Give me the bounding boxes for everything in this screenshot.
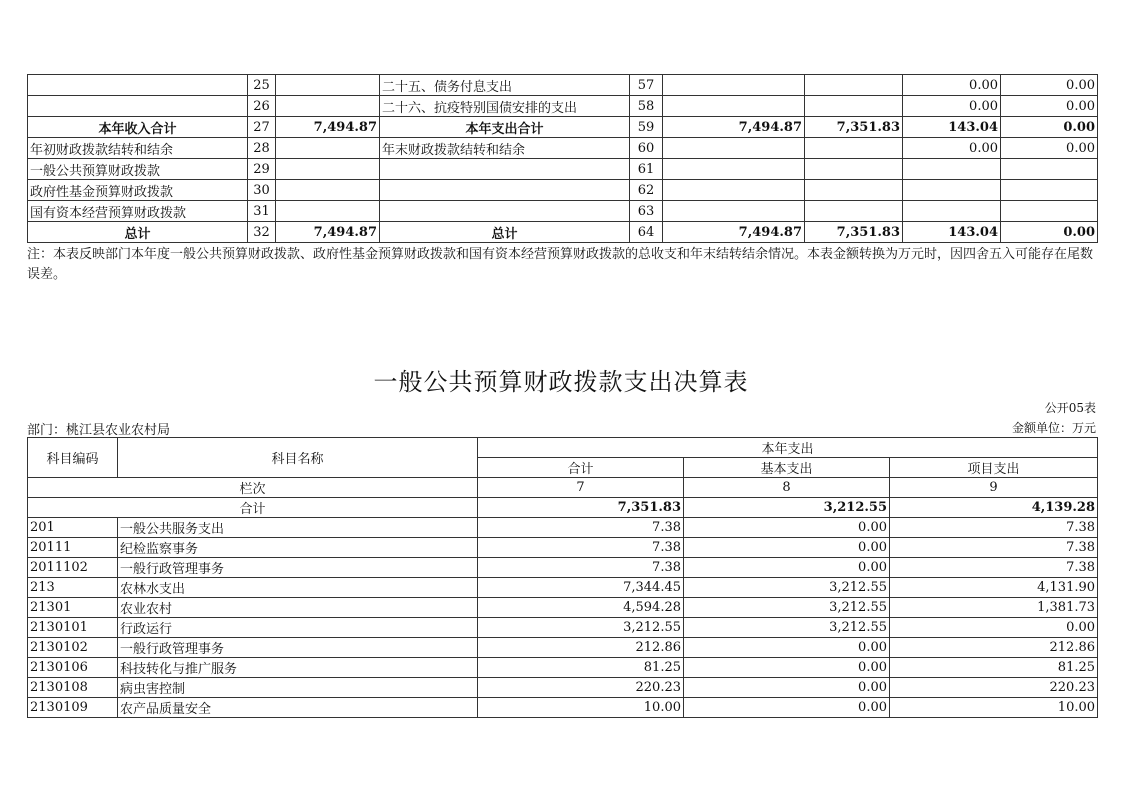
amount-total: 3,212.55 — [478, 618, 684, 638]
sum-label: 合计 — [28, 498, 478, 518]
table-note: 注：本表反映部门本年度一般公共预算财政拨款、政府性基金预算财政拨款和国有资本经营预算财政拨款的总收支和年末结转结余情况。本表金额转换为万元时，因四舍五入可能存在尾数误差。 — [27, 247, 1094, 282]
expense-total — [663, 201, 805, 222]
table-row — [28, 75, 1098, 96]
sum-row — [28, 498, 1098, 518]
expense-row-number: 59 — [630, 117, 663, 138]
expense-basic — [805, 75, 903, 96]
expense-item: 年末财政拨款结转和结余 — [380, 138, 630, 159]
income-amount — [276, 180, 380, 201]
income-amount — [276, 159, 380, 180]
table-row — [28, 201, 1098, 222]
amount-total: 7.38 — [478, 558, 684, 578]
income-item — [28, 96, 248, 117]
income-row-number: 25 — [248, 75, 276, 96]
table-row — [28, 117, 1098, 138]
expense-project: 143.04 — [903, 117, 1001, 138]
income-amount — [276, 138, 380, 159]
expense-total: 7,494.87 — [663, 222, 805, 243]
expense-other — [1001, 159, 1098, 180]
amount-basic: 3,212.55 — [684, 598, 890, 618]
amount-basic: 0.00 — [684, 678, 890, 698]
income-row-number: 28 — [248, 138, 276, 159]
header-name: 科目名称 — [118, 438, 478, 478]
expense-item — [380, 180, 630, 201]
expense-item: 二十五、债务付息支出 — [380, 75, 630, 96]
amount-basic: 0.00 — [684, 638, 890, 658]
amount-project: 212.86 — [890, 638, 1098, 658]
table-row — [28, 138, 1098, 159]
subject-name: 科技转化与推广服务 — [118, 658, 478, 678]
expense-row-number: 62 — [630, 180, 663, 201]
amount-basic: 0.00 — [684, 658, 890, 678]
expense-project — [903, 159, 1001, 180]
table-row — [28, 638, 1098, 658]
table-row — [28, 698, 1098, 718]
amount-project: 1,381.73 — [890, 598, 1098, 618]
expense-row-number: 61 — [630, 159, 663, 180]
table-row — [28, 159, 1098, 180]
table-row — [28, 558, 1098, 578]
header-basic: 基本支出 — [684, 458, 890, 478]
subject-name: 农产品质量安全 — [118, 698, 478, 718]
subject-code: 20111 — [28, 538, 118, 558]
income-item: 政府性基金预算财政拨款 — [28, 180, 248, 201]
expense-basic: 7,351.83 — [805, 117, 903, 138]
table-row — [28, 180, 1098, 201]
expense-row-number: 63 — [630, 201, 663, 222]
expense-basic: 7,351.83 — [805, 222, 903, 243]
expense-total — [663, 96, 805, 117]
header-current-year: 本年支出 — [478, 438, 1098, 458]
expense-other: 0.00 — [1001, 75, 1098, 96]
table-row — [28, 96, 1098, 117]
income-row-number: 27 — [248, 117, 276, 138]
expense-other — [1001, 180, 1098, 201]
amount-basic: 0.00 — [684, 518, 890, 538]
expense-total — [663, 180, 805, 201]
table-row — [28, 658, 1098, 678]
department-label: 部门：桃江县农业农村局 — [27, 423, 171, 438]
subject-code: 2130101 — [28, 618, 118, 638]
expense-total — [663, 159, 805, 180]
income-amount — [276, 201, 380, 222]
table-row — [28, 598, 1098, 618]
subject-code: 2011102 — [28, 558, 118, 578]
column-number-label: 栏次 — [28, 478, 478, 498]
income-item: 本年收入合计 — [28, 117, 248, 138]
income-item: 总计 — [28, 222, 248, 243]
expense-row-number: 60 — [630, 138, 663, 159]
subject-code: 2130106 — [28, 658, 118, 678]
subject-code: 2130109 — [28, 698, 118, 718]
subject-name: 一般行政管理事务 — [118, 558, 478, 578]
expense-row-number: 57 — [630, 75, 663, 96]
expense-other: 0.00 — [1001, 138, 1098, 159]
expense-project: 0.00 — [903, 138, 1001, 159]
expense-basic — [805, 159, 903, 180]
subject-name: 一般公共服务支出 — [118, 518, 478, 538]
subject-name: 病虫害控制 — [118, 678, 478, 698]
amount-basic: 0.00 — [684, 538, 890, 558]
expense-total: 7,494.87 — [663, 117, 805, 138]
income-row-number: 29 — [248, 159, 276, 180]
income-amount: 7,494.87 — [276, 117, 380, 138]
income-expenditure-table-body — [28, 75, 1098, 243]
amount-basic: 3,212.55 — [684, 618, 890, 638]
amount-project: 81.25 — [890, 658, 1098, 678]
amount-total: 7,344.45 — [478, 578, 684, 598]
income-item — [28, 75, 248, 96]
expense-item — [380, 159, 630, 180]
column-number-row — [28, 478, 1098, 498]
income-row-number: 26 — [248, 96, 276, 117]
amount-basic: 0.00 — [684, 698, 890, 718]
expense-project — [903, 201, 1001, 222]
income-row-number: 30 — [248, 180, 276, 201]
table-row — [28, 678, 1098, 698]
subject-code: 213 — [28, 578, 118, 598]
subject-name: 纪检监察事务 — [118, 538, 478, 558]
page-title: 一般公共预算财政拨款支出决算表 — [373, 368, 749, 396]
amount-project: 10.00 — [890, 698, 1098, 718]
amount-project: 220.23 — [890, 678, 1098, 698]
table-row — [28, 222, 1098, 243]
expense-project: 0.00 — [903, 75, 1001, 96]
expense-total — [663, 138, 805, 159]
table-row — [28, 618, 1098, 638]
income-expenditure-table — [27, 74, 1098, 243]
expense-row-number: 64 — [630, 222, 663, 243]
amount-total: 220.23 — [478, 678, 684, 698]
column-number-total: 7 — [478, 478, 684, 498]
expense-basic — [805, 201, 903, 222]
expense-basic — [805, 96, 903, 117]
column-number-basic: 8 — [684, 478, 890, 498]
amount-project: 4,131.90 — [890, 578, 1098, 598]
expense-project — [903, 180, 1001, 201]
subject-name: 农林水支出 — [118, 578, 478, 598]
expense-other: 0.00 — [1001, 96, 1098, 117]
income-amount: 7,494.87 — [276, 222, 380, 243]
income-row-number: 31 — [248, 201, 276, 222]
amount-total: 7.38 — [478, 518, 684, 538]
expense-basic — [805, 180, 903, 201]
income-item: 国有资本经营预算财政拨款 — [28, 201, 248, 222]
income-item: 一般公共预算财政拨款 — [28, 159, 248, 180]
subject-name: 一般行政管理事务 — [118, 638, 478, 658]
income-row-number: 32 — [248, 222, 276, 243]
amount-basic: 0.00 — [684, 558, 890, 578]
amount-total: 7.38 — [478, 538, 684, 558]
expense-other — [1001, 201, 1098, 222]
expense-other: 0.00 — [1001, 117, 1098, 138]
amount-unit-label: 金额单位：万元 — [1011, 421, 1096, 435]
header-project: 项目支出 — [890, 458, 1098, 478]
expense-item — [380, 201, 630, 222]
column-number-project: 9 — [890, 478, 1098, 498]
amount-total: 4,594.28 — [478, 598, 684, 618]
amount-project: 7.38 — [890, 538, 1098, 558]
expense-item: 总计 — [380, 222, 630, 243]
income-amount — [276, 75, 380, 96]
expense-project: 0.00 — [903, 96, 1001, 117]
subject-code: 21301 — [28, 598, 118, 618]
amount-total: 81.25 — [478, 658, 684, 678]
expense-total — [663, 75, 805, 96]
subject-name: 农业农村 — [118, 598, 478, 618]
sum-total: 7,351.83 — [478, 498, 684, 518]
subject-code: 201 — [28, 518, 118, 538]
expense-other: 0.00 — [1001, 222, 1098, 243]
expense-item: 二十六、抗疫特别国债安排的支出 — [380, 96, 630, 117]
table-row — [28, 518, 1098, 538]
table-row — [28, 578, 1098, 598]
sum-project: 4,139.28 — [890, 498, 1098, 518]
amount-basic: 3,212.55 — [684, 578, 890, 598]
amount-total: 212.86 — [478, 638, 684, 658]
expenditure-table — [27, 437, 1098, 718]
sum-basic: 3,212.55 — [684, 498, 890, 518]
amount-project: 7.38 — [890, 518, 1098, 538]
header-total: 合计 — [478, 458, 684, 478]
expenditure-table-body — [28, 438, 1098, 718]
subject-code: 2130108 — [28, 678, 118, 698]
subject-name: 行政运行 — [118, 618, 478, 638]
income-amount — [276, 96, 380, 117]
amount-project: 0.00 — [890, 618, 1098, 638]
expense-row-number: 58 — [630, 96, 663, 117]
subject-code: 2130102 — [28, 638, 118, 658]
amount-project: 7.38 — [890, 558, 1098, 578]
expense-basic — [805, 138, 903, 159]
expense-project: 143.04 — [903, 222, 1001, 243]
table-row — [28, 538, 1098, 558]
form-code: 公开05表 — [1044, 401, 1096, 415]
expense-item: 本年支出合计 — [380, 117, 630, 138]
header-code: 科目编码 — [28, 438, 118, 478]
header-row-1 — [28, 438, 1098, 458]
income-item: 年初财政拨款结转和结余 — [28, 138, 248, 159]
amount-total: 10.00 — [478, 698, 684, 718]
